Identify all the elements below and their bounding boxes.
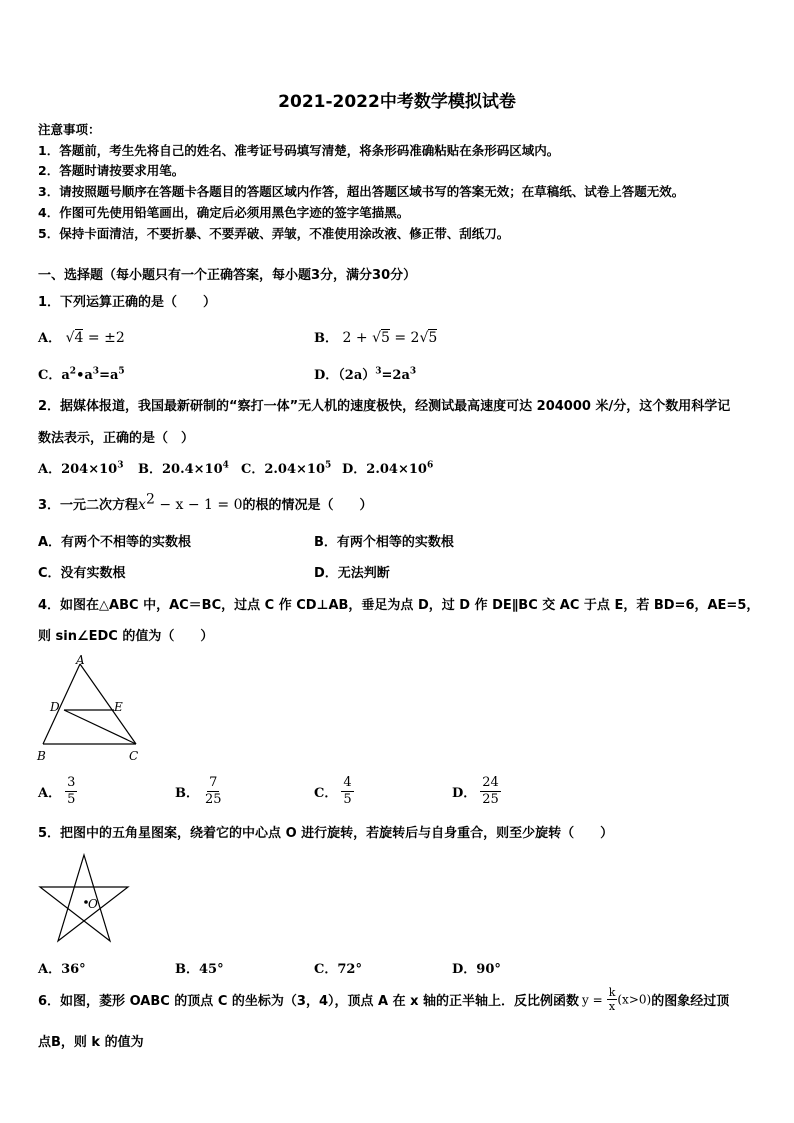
q5-star-figure (36, 851, 132, 945)
q1-option-d: D．$(2a)^3=2a^3$ (314, 366, 417, 383)
note-item: 4．作图可先使用铅笔画出，确定后必须用黑色字迹的签字笔描黑。 (38, 205, 410, 220)
q4-option-a: A． $\frac{3}{5}$ (38, 775, 76, 807)
q1-option-c: C．$a^2•a^3=a^5$ (38, 366, 125, 383)
q3-option-d: D．无法判断 (314, 566, 390, 581)
note-item: 1．答题前，考生先将自己的姓名、准考证号码填写清楚，将条形码准确粘贴在条形码区域内。 (38, 143, 560, 158)
q2-option-a: A．$204\times 10^3$ (38, 460, 124, 477)
side-ab (43, 664, 80, 744)
q5-stem: 5．把图中的五角星图案，绕着它的中心点 O 进行旋转，若旋转后与自身重合，则至少旋转（ ） (38, 826, 614, 841)
q1-b-expr: 2 + √5 = 2√5 (342, 330, 438, 346)
q3-option-c: C．没有实数根 (38, 566, 126, 581)
q2-option-b: B．$20.4\times 10^4$ (138, 460, 229, 477)
q5-option-a: A．36° (38, 962, 86, 977)
q4-option-b: B． $\frac{7}{25}$ (175, 775, 222, 807)
label-e: E (114, 700, 123, 714)
q3-option-b: B．有两个相等的实数根 (314, 535, 454, 550)
notes-heading: 注意事项： (38, 122, 101, 137)
q2-stem-line2: 数法表示，正确的是（ ） (38, 431, 195, 446)
note-item: 5．保持卡面清洁，不要折暴、不要弄破、弄皱，不准使用涂改液、修正带、刮纸刀。 (38, 226, 510, 241)
q2-option-d: D．$2.04\times 10^6$ (342, 460, 434, 477)
label-b: B (37, 749, 46, 763)
label-c: C (129, 749, 139, 763)
page-title: 2021-2022中考数学模拟试卷 (278, 92, 516, 112)
q3-stem: 3．一元二次方程$x^2 - x - 1 = 0$的根的情况是（ ） (38, 491, 373, 513)
q4-option-d: D． $\frac{24}{25}$ (452, 775, 499, 807)
q4-triangle-figure (34, 654, 144, 766)
q5-option-d: D．90° (452, 962, 501, 977)
q4-stem-line2: 则 sin∠EDC 的值为（ ） (38, 629, 214, 644)
label-a: A (76, 654, 85, 667)
note-item: 3．请按照题号顺序在答题卡各题目的答题区域内作答，超出答题区域书写的答案无效；在草稿纸、试卷上答题无效。 (38, 184, 685, 199)
q6-stem-line2: 点B，则 k 的值为 (38, 1035, 144, 1050)
q1-option-b (314, 327, 437, 346)
q1-option-a (38, 327, 125, 346)
label-d: D (50, 700, 60, 714)
q6-stem-line1: 6．如图，菱形 OABC 的顶点 C 的坐标为（3，4），顶点 A 在 x 轴的正半轴上．反比例函数 y = $\frac{k}{x}$ (x>0)的图象经过顶 (38, 986, 730, 1013)
q2-option-c: C．$2.04\times 10^5$ (241, 460, 332, 477)
q5-option-b: B．45° (175, 962, 224, 977)
option-label: B． (314, 331, 338, 346)
q5-option-c: C．72° (314, 962, 362, 977)
segment-cd (64, 710, 136, 744)
section-heading: 一、选择题（每小题只有一个正确答案，每小题3分，满分30分） (38, 268, 417, 283)
option-label: A． (38, 331, 62, 346)
side-ac (80, 664, 136, 744)
q1-a-expr: √4 = ±2 (65, 330, 125, 346)
q4-option-c: C． $\frac{4}{5}$ (314, 775, 352, 807)
q3-option-a: A．有两个不相等的实数根 (38, 535, 192, 550)
q4-stem-line1: 4．如图在△ABC 中，AC＝BC，过点 C 作 CD⊥AB，垂足为点 D，过 D 作 DE∥BC 交 AC 于点 E，若 BD=6，AE=5， (38, 598, 760, 613)
label-o: O (88, 897, 98, 911)
q1-stem: 1．下列运算正确的是（ ） (38, 295, 217, 310)
five-point-star (40, 855, 128, 941)
note-item: 2．答题时请按要求用笔。 (38, 163, 185, 178)
q2-stem-line1: 2．据媒体报道，我国最新研制的“察打一体”无人机的速度极快，经测试最高速度可达 204000 米/分，这个数用科学记 (38, 399, 731, 414)
